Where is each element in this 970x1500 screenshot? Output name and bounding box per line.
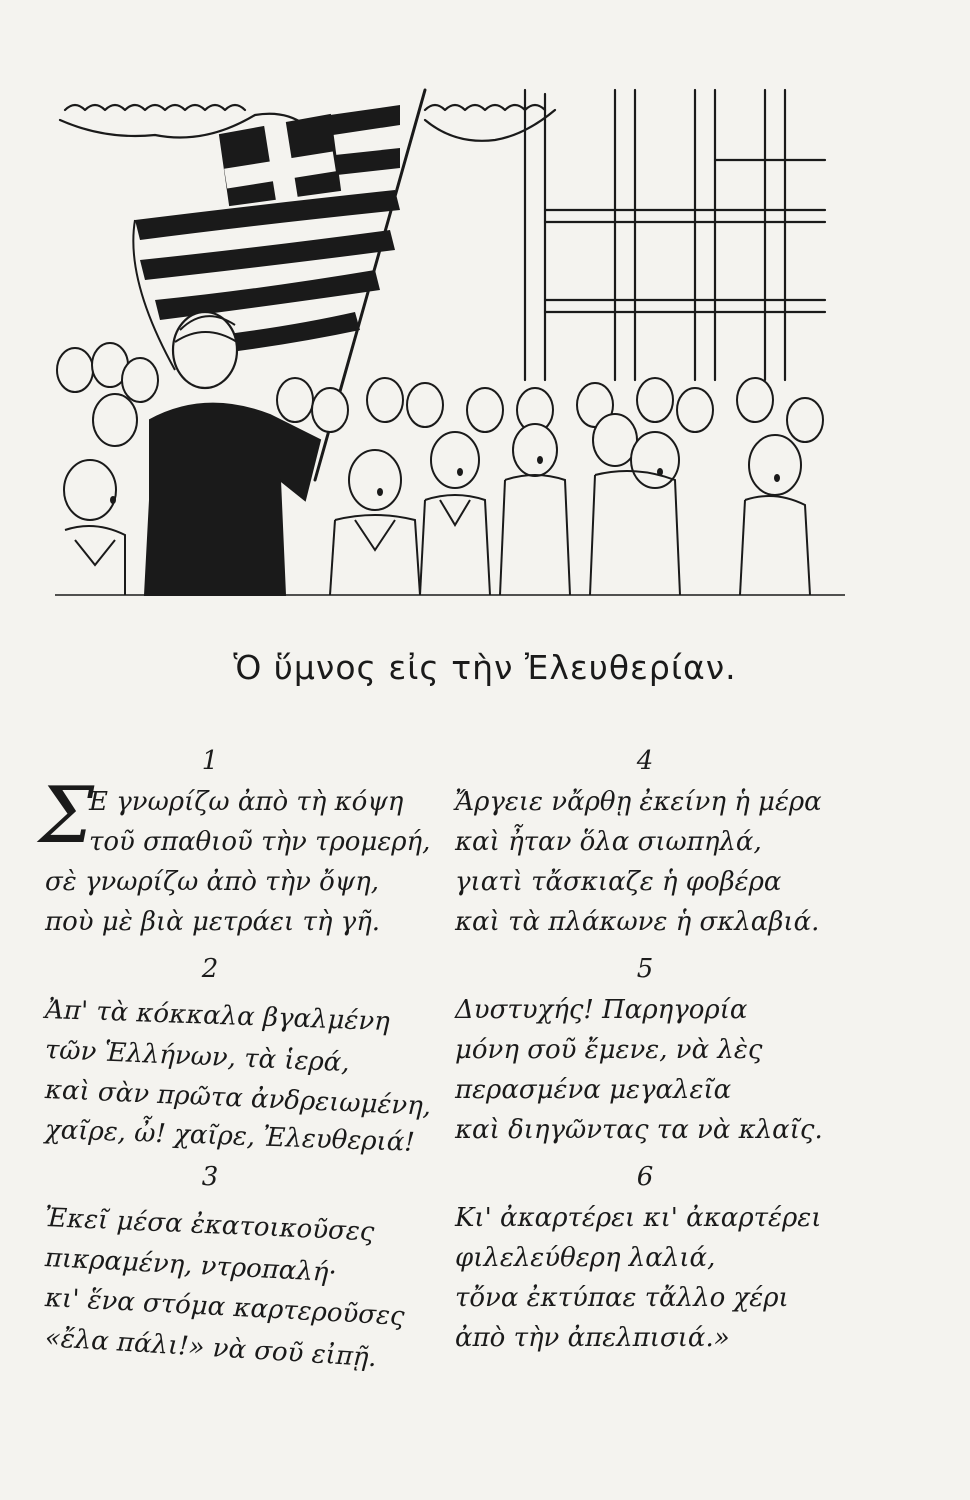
right-column (455, 740, 875, 1364)
page-title: Ὁ ὕμνος εἰς τὴν Ἐλευθερίαν. (233, 648, 737, 687)
verse-line: τοῦ σπαθιοῦ τὴν τρομερή, (89, 827, 431, 857)
verse-line: τὄνα ἐκτύπαε τἄλλο χέρι (455, 1283, 789, 1313)
verse-line: καὶ ἦταν ὅλα σιωπηλά, (455, 827, 762, 857)
stanza-5 (455, 948, 875, 1150)
stanza-1 (39, 740, 465, 942)
stanza-6 (455, 1156, 875, 1358)
verse-line: Ἄργειε νἄρθῃ ἐκείνη ἡ μέρα (455, 787, 822, 817)
verse-line: σὲ γνωρίζω ἀπὸ τὴν ὄψη, (45, 867, 380, 897)
illustration (55, 80, 845, 600)
drop-cap: Σ (39, 771, 95, 861)
verse-line: καὶ τὰ πλάκωνε ἡ σκλαβιά. (455, 907, 820, 937)
verse-line: Ε γνωρίζω ἀπὸ τὴ κόψη (89, 787, 404, 817)
verse-line: φιλελεύθερη λαλιά, (455, 1243, 716, 1273)
stanza-number: 1 (201, 746, 219, 776)
stanza-2 (44, 948, 465, 1158)
verse-line: μόνη σοῦ ἔμενε, νὰ λὲς (455, 1035, 763, 1065)
verse-line: «ἔλα πάλι!» νὰ σοῦ εἰπῇ. (44, 1323, 378, 1374)
verse-line: ποὺ μὲ βιὰ μετράει τὴ γῆ. (45, 907, 381, 937)
verse-line: Ἐκεῖ μέσα ἐκατοικοῦσες (44, 1203, 375, 1248)
stanza-3 (44, 1156, 465, 1374)
window-frame (525, 90, 825, 380)
verse-line: καὶ διηγῶντας τα νὰ κλαῖς. (455, 1115, 823, 1145)
stanza-number: 2 (201, 954, 219, 984)
stanza-number: 3 (201, 1162, 219, 1192)
verse-line: γιατὶ τἄσκιαζε ἡ φοβέρα (455, 867, 782, 897)
stanza-body (39, 771, 465, 942)
verse-line: κι' ἕνα στόμα καρτεροῦσες (44, 1283, 406, 1332)
verse-line: τῶν Ἑλλήνων, τὰ ἱερά, (44, 1035, 351, 1079)
verse-line: Δυστυχής! Παρηγορία (455, 995, 748, 1025)
verse-line: Ἀπ' τὰ κόκκαλα βγαλμένη (44, 995, 391, 1038)
verse-line: Κι' ἀκαρτέρει κι' ἀκαρτέρει (455, 1203, 822, 1233)
conductor (145, 312, 320, 595)
stanza-number: 5 (636, 954, 654, 984)
verse-line: ἀπὸ τὴν ἀπελπισιά.» (455, 1323, 730, 1353)
greek-flag (133, 105, 400, 370)
stanza-number: 6 (636, 1162, 654, 1192)
stanza-number: 4 (636, 746, 654, 776)
verse-line: καὶ σὰν πρῶτα ἀνδρειωμένη, (44, 1075, 432, 1122)
left-column (39, 740, 465, 1374)
stanza-4 (455, 740, 875, 942)
verse-line: χαῖρε, ὦ! χαῖρε, Ἐλευθεριά! (44, 1115, 416, 1158)
verse-line: περασμένα μεγαλεῖα (455, 1075, 732, 1105)
verse-line: πικραμένη, ντροπαλή· (44, 1243, 338, 1289)
